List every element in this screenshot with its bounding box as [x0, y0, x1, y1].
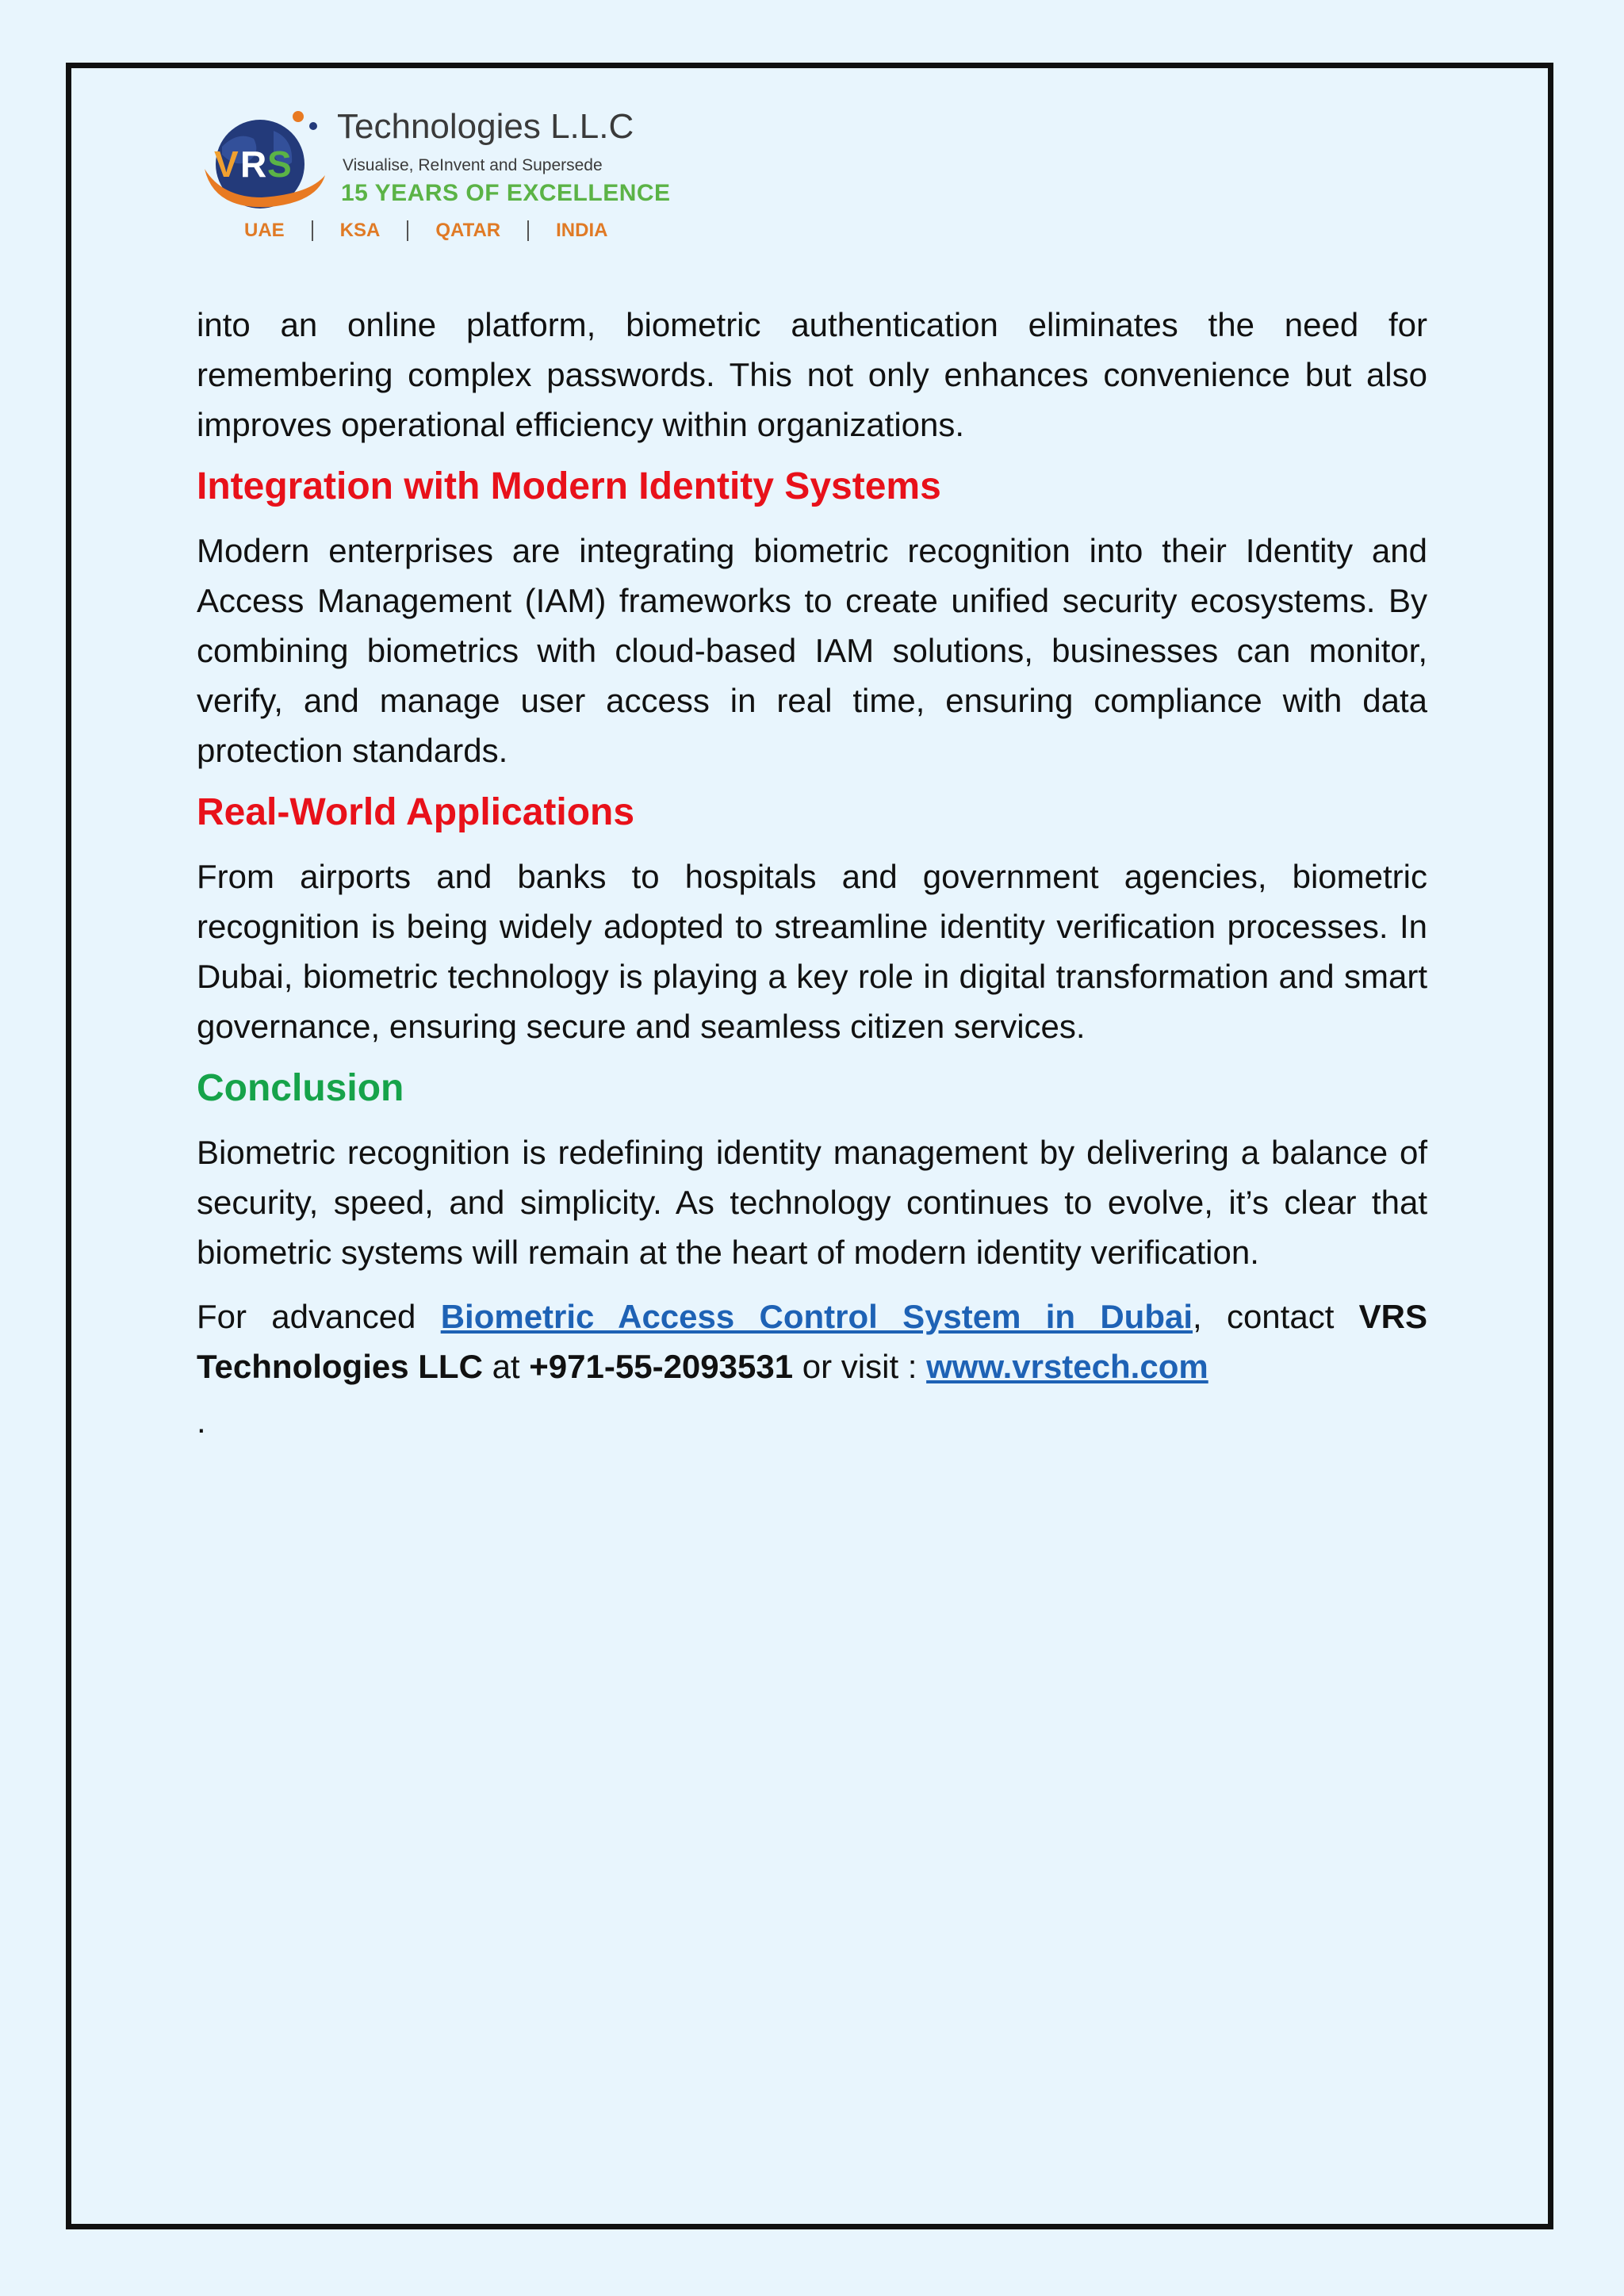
biometric-access-link[interactable]: Biometric Access Control System in Dubai — [440, 1298, 1193, 1335]
contact-mid: , contact — [1193, 1298, 1359, 1335]
paragraph-applications: From airports and banks to hospitals and government agencies, biometric recognition is being widely adopted to streamline identity verification processes. In Dubai, biometric technology is playing a key role in digital transformation and smart governance, ensuring secure and seamless citizen services. — [197, 858, 1427, 1045]
logo-regions — [244, 220, 607, 242]
vrs-globe-icon — [198, 107, 333, 226]
svg-text:V: V — [214, 144, 239, 185]
region-india: INDIA — [556, 220, 608, 241]
company-logo — [198, 107, 674, 254]
contact-at: at — [482, 1348, 530, 1385]
contact-visit: or visit : — [793, 1348, 927, 1385]
logo-tagline: Visualise, ReInvent and Supersede — [343, 156, 603, 174]
company-name: VRS Technologies LLC — [197, 1298, 1427, 1385]
intro-paragraph: into an online platform, biometric authentication eliminates the need for remembering complex passwords. This not only enhances convenience but also improves operational efficiency within organizations. — [197, 306, 1427, 443]
paragraph-conclusion: Biometric recognition is redefining identity management by delivering a balance of security, speed, and simplicity. As technology continues to evolve, it’s clear that biometric systems will remain at the heart of modern identity verification. — [197, 1134, 1427, 1271]
trailing-dot: . — [197, 1402, 206, 1440]
logo-excellence: 15 YEARS OF EXCELLENCE — [341, 180, 671, 206]
svg-text:R: R — [240, 144, 267, 185]
document-body — [197, 300, 1427, 1440]
region-separator — [407, 220, 408, 241]
region-ksa: KSA — [339, 220, 381, 241]
heading-conclusion: Conclusion — [197, 1067, 404, 1109]
contact-prefix: For advanced — [197, 1298, 441, 1335]
region-separator — [527, 220, 529, 241]
region-qatar: QATAR — [435, 220, 501, 241]
phone-number: +971-55-2093531 — [529, 1348, 794, 1385]
heading-integration: Integration with Modern Identity Systems — [197, 465, 941, 507]
contact-paragraph — [197, 1292, 1427, 1391]
heading-applications: Real-World Applications — [197, 791, 635, 833]
region-uae: UAE — [244, 220, 285, 241]
paragraph-integration: Modern enterprises are integrating biometric recognition into their Identity and Access Management (IAM) frameworks to create unified security ecosystems. By combining biometrics with cloud-based IAM solutions, businesses can monitor, verify, and manage user access in real time, ensuring compliance with data protection standards. — [197, 532, 1427, 769]
logo-title: Technologies L.L.C — [337, 107, 634, 146]
svg-text:S: S — [267, 144, 292, 185]
website-link[interactable]: www.vrstech.com — [926, 1348, 1208, 1385]
region-separator — [312, 220, 313, 241]
